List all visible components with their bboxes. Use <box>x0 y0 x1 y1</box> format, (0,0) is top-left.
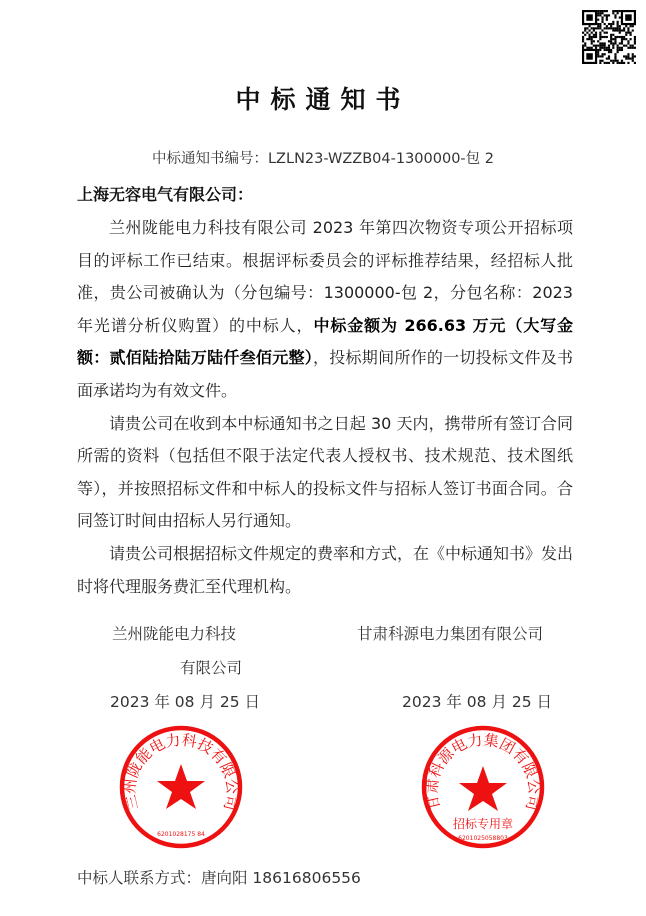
page-title: 中标通知书 <box>235 85 411 114</box>
addressee: 上海无容电气有限公司： <box>77 185 254 204</box>
signer-left-name: 兰州陇能电力科技 <box>112 625 237 643</box>
award-amount: 中标金额为 266.63 万元（大写金额：贰佰陆拾陆万陆仟叁佰元整） <box>77 315 573 368</box>
qr-code <box>582 10 636 64</box>
document-number: 中标通知书编号：LZLN23-WZZB04-1300000-包 2 <box>151 151 494 167</box>
signer-right-date: 2023 年 08 月 25 日 <box>402 693 553 711</box>
svg-text:兰州陇能电力科技有限公司: 兰州陇能电力科技有限公司 <box>120 730 242 813</box>
letter-body <box>77 212 573 603</box>
star-icon <box>459 766 507 811</box>
company-seal-right <box>420 724 546 850</box>
award-text-end: ，投标期间所作的一切投标文件及书面承诺均为有效文件。 <box>77 348 573 400</box>
winner-contact: 中标人联系方式：唐向阳 18616806556 <box>77 869 361 887</box>
paragraph-award <box>77 212 573 408</box>
award-text: 兰州陇能电力科技有限公司 2023 年第四次物资专项公开招标项目的评标工作已结束。根据评标委员会的评标推荐结果，经招标人批准，贵公司被确认为（分包编号：1300000-包 2，分包名称：2023 年光谱分析仪购置）的中标人， <box>77 218 573 335</box>
signer-left-date: 2023 年 08 月 25 日 <box>110 693 261 711</box>
star-icon <box>157 764 205 809</box>
paragraph-contract: 请贵公司在收到本中标通知书之日起 30 天内，携带所有签订合同所需的资料（包括但不限于法定代表人授权书、技术规范、技术图纸等），并按照招标文件和中标人的投标文件与招标人签订书面合同。合同签订时间由招标人另行通知。 <box>77 413 573 531</box>
svg-text:6201028175 84: 6201028175 84 <box>157 831 205 838</box>
svg-text:招标专用章: 招标专用章 <box>452 817 514 831</box>
company-seal-left <box>118 724 244 850</box>
svg-text:6201025058803: 6201025058803 <box>458 835 508 842</box>
signer-right-name: 甘肃科源电力集团有限公司 <box>357 625 544 643</box>
signer-left-name-cont: 有限公司 <box>180 659 243 677</box>
paragraph-fee: 请贵公司根据招标文件规定的费率和方式，在《中标通知书》发出时将代理服务费汇至代理机构。 <box>77 543 574 596</box>
svg-text:甘肃科源电力集团有限公司: 甘肃科源电力集团有限公司 <box>422 730 544 813</box>
